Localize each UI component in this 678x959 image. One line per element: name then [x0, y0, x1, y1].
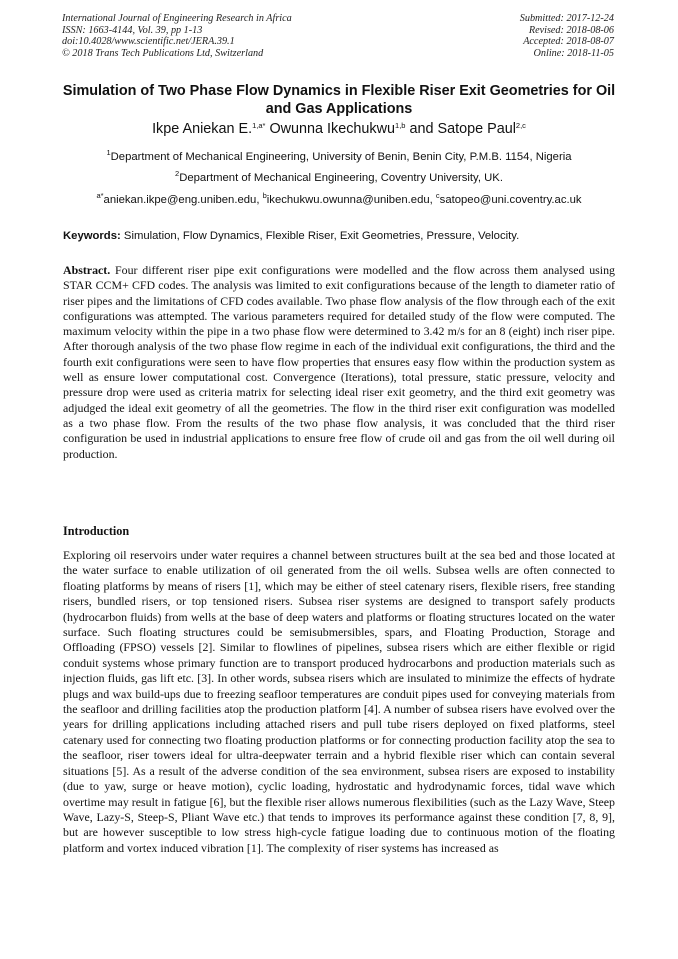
journal-name: International Journal of Engineering Research in Africa [62, 13, 292, 24]
author-emails [60, 193, 618, 207]
author-superscript: 2,c [515, 121, 526, 130]
email-link[interactable]: aniekan.ikpe@eng.uniben.edu, [103, 194, 260, 206]
keywords-text: Simulation, Flow Dynamics, Flexible Riser, Exit Geometries, Pressure, Velocity. [123, 230, 520, 242]
affiliation-text: Department of Mechanical Engineering, Coventry University, UK. [179, 172, 503, 184]
introduction-paragraph: Exploring oil reservoirs under water requires a channel between structures built at the sea bed and those located at the water surface to enable utilization of oil generated from the oil wells. Subsea wells are often connected to floating platforms by means of risers [1], which may be either of steel catenary risers, flexible risers, free standing risers, bundled risers, or top tensioned risers. Subsea riser systems are designed to transport safely products (hydrocarbon fluids) from wells at the base of deep waters and platforms or floating structures located on the water surface. Such floating structures could be semisubmersibles, spars, and Floating Production, Storage and Offloading (FPSO) vessels [2]. Similar to flowlines of pipelines, subsea risers which are either flexible or rigid conduit systems whose primary function are to transport produced hydrocarbons and production materials such as injection fluids, gas lift etc. [3]. In other words, subsea risers which are insulated to minimize the effects of hydrate plugs and wax build-ups due to freezing seafloor temperatures are conduit pipes used for conveying materials from the seafloor and drilling facilities atop the production platform [4]. A number of subsea risers have evolved over the years for drilling applications including attached risers and pull tube risers deployed on fixed platforms, steel catenary used for connecting two floating production platforms or for connecting production facility atop the sea to the seafloor, riser towers ideal for ultra-deepwater terrain and a hybrid flexible riser which can contain several situations [5]. As a result of the adverse condition of the sea environment, subsea risers are exposed to instability (due to yaw, surge or heave motion), cyclic loading, hydrostatic and hydrodynamic forces, tidal wave which overtime may result in fatigue [6], but the flexible riser allows numerous flexibilities (such as the Lazy Wave, Steep Wave, Lazy-S, Steep-S, Pliant Wave etc.) that tends to improves its performance against these condition [7, 8, 9], but are however susceptible to low stress high-cycle fatigue loading due to continuous motion of the floating platform and vortex induced vibration [1]. The complexity of riser systems has increased as [63, 548, 615, 855]
keywords-label: Keywords: [63, 230, 121, 242]
paper-title: Simulation of Two Phase Flow Dynamics in Flexible Riser Exit Geometries for Oil and Gas Applications [62, 83, 616, 117]
affiliation-superscript: 2 [175, 169, 180, 178]
affiliation-2 [60, 171, 618, 185]
author-connector: and [409, 121, 434, 137]
email-link[interactable]: satopeo@uni.coventry.ac.uk [439, 194, 582, 206]
submitted-date: Submitted: 2017-12-24 [519, 13, 614, 24]
introduction-heading: Introduction [63, 524, 130, 538]
keywords [63, 229, 623, 243]
author-superscript: 1,a* [252, 121, 266, 130]
doi-link[interactable]: doi:10.4028/www.scientific.net/JERA.39.1 [62, 36, 235, 48]
author-name: Owunna Ikechukwu [269, 121, 396, 137]
issn-line: ISSN: 1663-4144, Vol. 39, pp 1-13 [62, 24, 203, 36]
abstract-label: Abstract. [63, 263, 111, 277]
abstract [63, 263, 615, 462]
publication-dates [520, 13, 614, 59]
affiliation-superscript: 1 [106, 148, 111, 157]
journal-info [62, 13, 292, 59]
email-superscript: b [262, 191, 267, 200]
author-list [60, 120, 618, 139]
copyright-line: © 2018 Trans Tech Publications Ltd, Switzerland [62, 47, 264, 59]
email-link[interactable]: ikechukwu.owunna@uniben.edu, [266, 194, 433, 206]
affiliation-text: Department of Mechanical Engineering, University of Benin, Benin City, P.M.B. 1154, Nigeria [110, 151, 572, 163]
affiliation-1 [60, 150, 618, 164]
author-name: Satope Paul [437, 121, 516, 137]
author-superscript: 1,b [395, 121, 406, 130]
accepted-date: Accepted: 2018-08-07 [523, 36, 614, 48]
email-superscript: c [435, 191, 440, 200]
email-superscript: a* [96, 191, 104, 200]
author-name: Ikpe Aniekan E. [152, 121, 253, 137]
online-date: Online: 2018-11-05 [533, 47, 614, 59]
abstract-text: Four different riser pipe exit configurations were modelled and the flow across them analysed using STAR CCM+ CFD codes. The analysis was limited to exit configurations because of the length to diameter ratio of riser pipes and the limitations of CFD codes available. Two phase flow analysis of the flow through each of the exit configurations was attempted. The various parameters required for detailed study of the flow were computed. The maximum velocity within the pipe in a two phase flow were determined to 3.42 m/s for an 8 (eight) inch riser pipe. After thorough analysis of the two phase flow regime in each of the individual exit configurations, the third and the fourth exit configurations were seen to have flow properties that ensures easy flow within the production system as well as ensure lower computational cost. Convergence (Iterations), total pressure, static pressure, velocity and pressure drop were used as criteria matrix for selecting ideal riser exit geometry, and the third exit geometry was adjudged the ideal exit geometry of all the geometries. The flow in the third riser exit configuration was modelled as a two phase flow. From the results of the two phase flow analysis, it was concluded that the third riser configuration be used in industrial applications to ensure free flow of crude oil and gas from the oil well during oil production. [63, 263, 616, 461]
revised-date: Revised: 2018-08-06 [528, 24, 614, 36]
